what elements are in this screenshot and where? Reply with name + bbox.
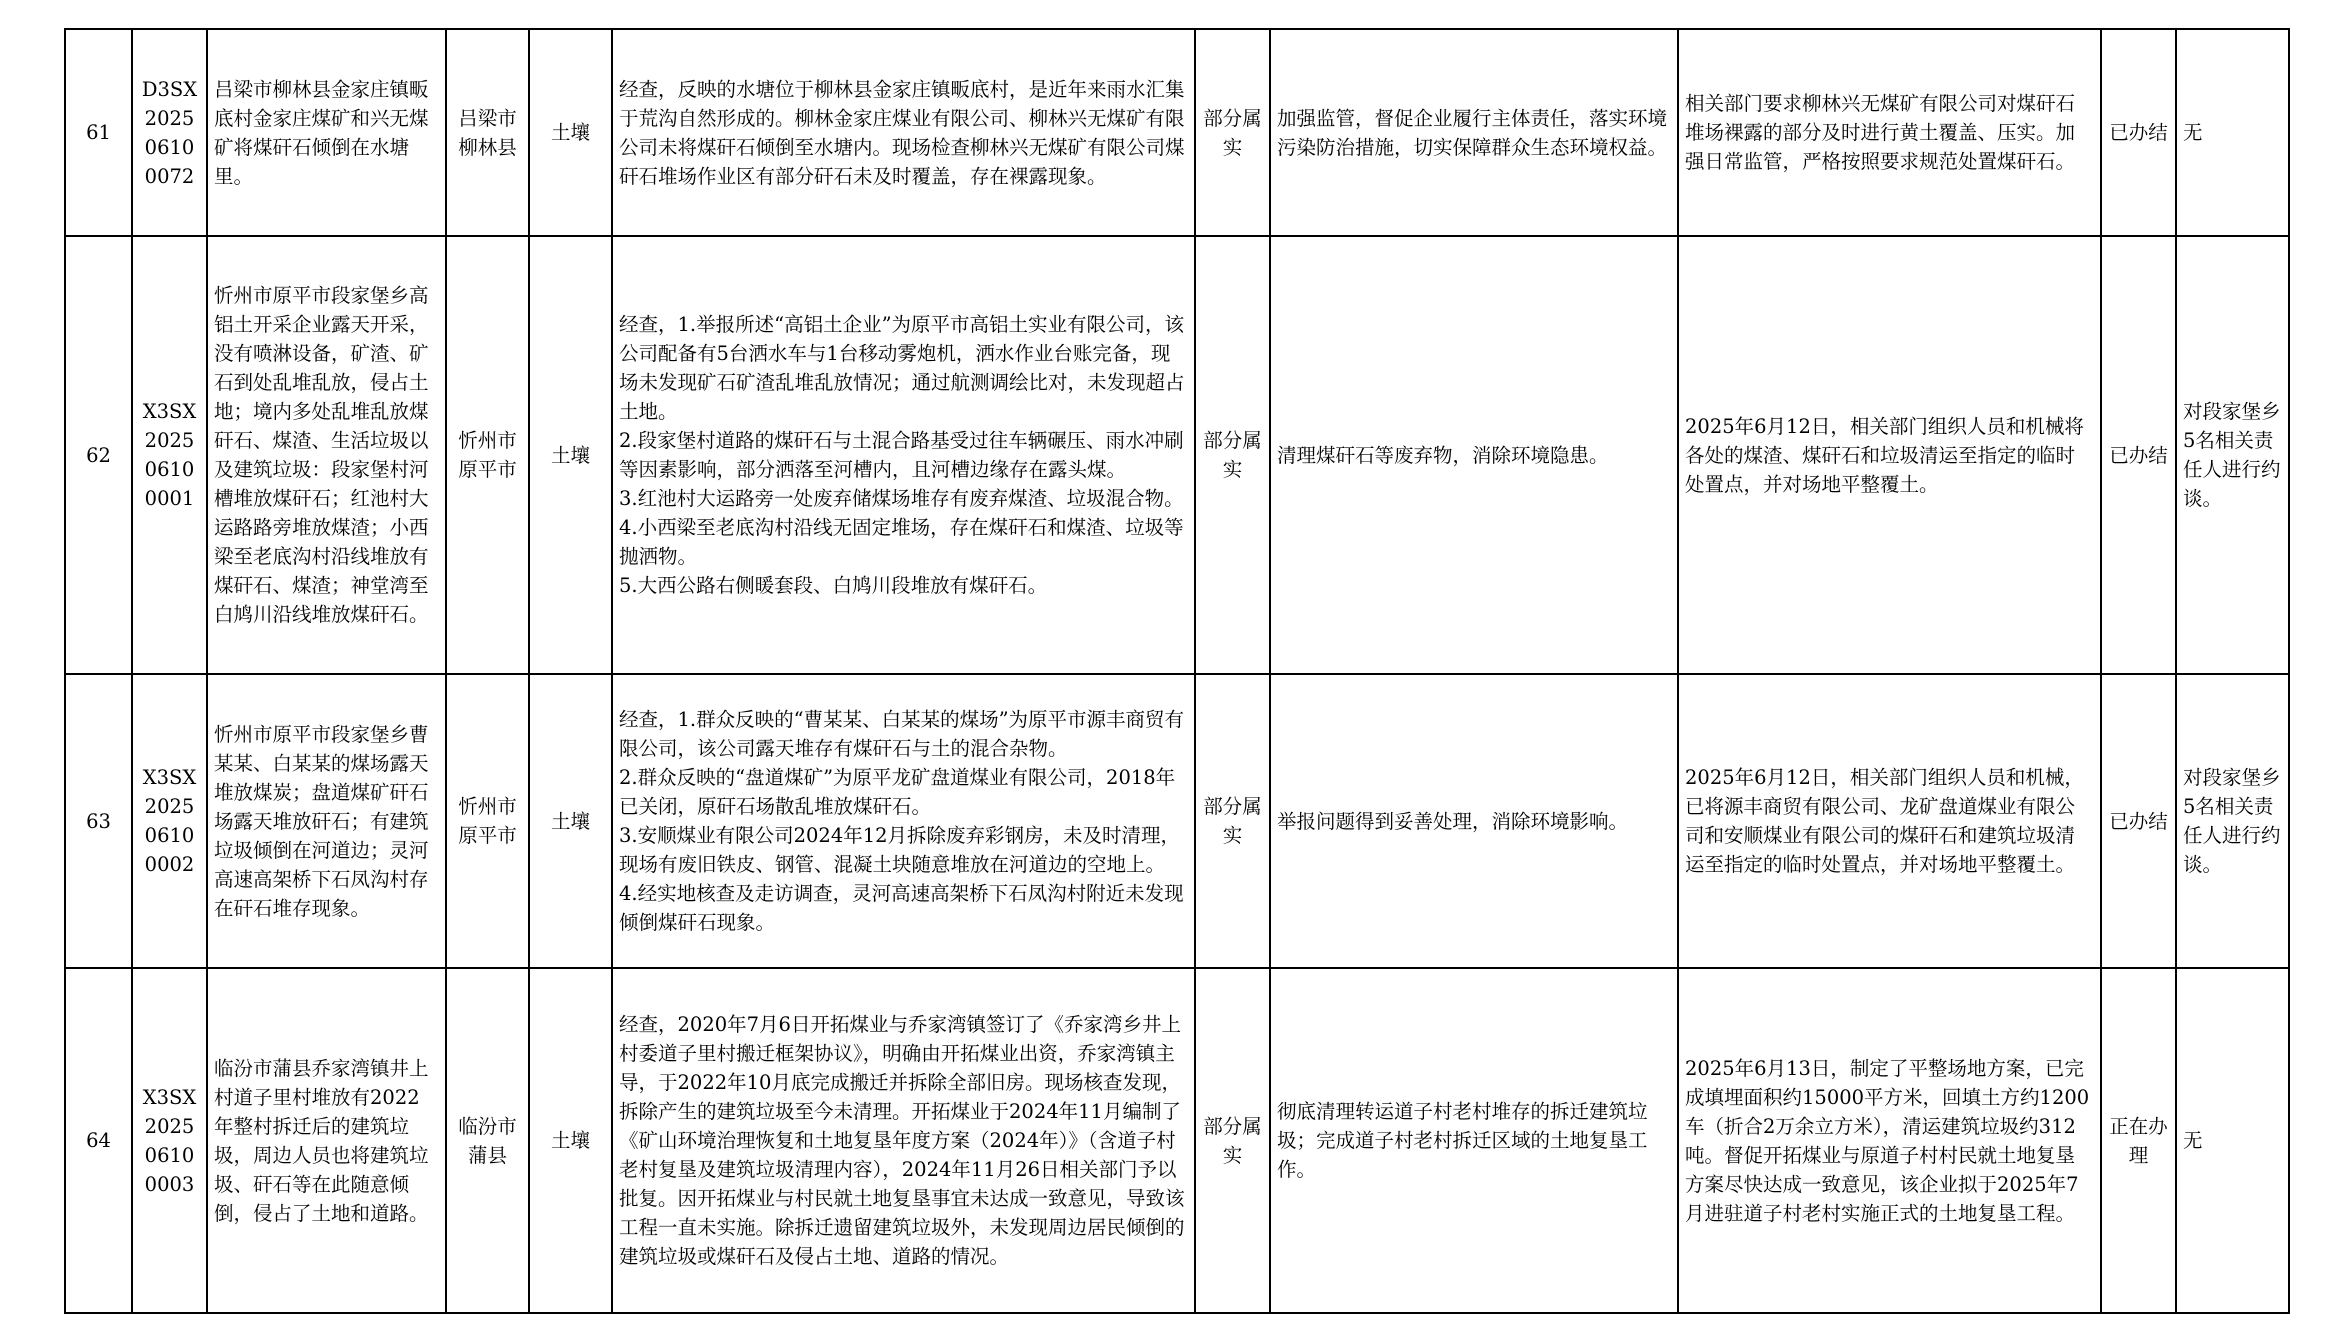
verification-verdict: 部分属实	[1195, 674, 1270, 968]
investigation-result: 经查，1.群众反映的“曹某某、白某某的煤场”为原平市源丰商贸有限公司，该公司露天堆存有煤矸石与土的混合杂物。 2.群众反映的“盘道煤矿”为原平龙矿盘道煤业有限公司，2018年已关闭，原矸石场散乱堆放煤矸石。 3.安顺煤业有限公司2024年12月拆除废弃彩钢房，未及时清理，现场有废旧铁皮、钢管、混凝土块随意堆放在河道边的空地上。 4.经实地核查及走访调查，灵河高速高架桥下石凤沟村附近未发现倾倒煤矸石现象。	[612, 674, 1195, 968]
pollution-type: 土壤	[529, 236, 612, 674]
handling-goal: 举报问题得到妥善处理，消除环境影响。	[1270, 674, 1678, 968]
pollution-type: 土壤	[529, 674, 612, 968]
table-row	[65, 236, 2289, 674]
administrative-region: 临汾市蒲县	[446, 968, 529, 1313]
handling-status: 已办结	[2101, 29, 2176, 236]
case-code: X3SX20250610 0002	[132, 674, 207, 968]
row-number: 62	[65, 236, 132, 674]
investigation-result: 经查，1.举报所述“高铝土企业”为原平市高铝土实业有限公司，该公司配备有5台洒水车与1台移动雾炮机，洒水作业台账完备，现场未发现矿石矿渣乱堆乱放情况；通过航测调绘比对，未发现超占土地。 2.段家堡村道路的煤矸石与土混合路基受过往车辆碾压、雨水冲刷等因素影响，部分洒落至河槽内，且河槽边缘存在露头煤。 3.红池村大运路旁一处废弃储煤场堆存有废弃煤渣、垃圾混合物。 4.小西梁至老底沟村沿线无固定堆场，存在煤矸石和煤渣、垃圾等抛洒物。 5.大西公路右侧暖套段、白鸠川段堆放有煤矸石。	[612, 236, 1195, 674]
handling-goal: 彻底清理转运道子村老村堆存的拆迁建筑垃圾；完成道子村老村拆迁区域的土地复垦工作。	[1270, 968, 1678, 1313]
handling-measures: 相关部门要求柳林兴无煤矿有限公司对煤矸石堆场裸露的部分及时进行黄土覆盖、压实。加强日常监管，严格按照要求规范处置煤矸石。	[1678, 29, 2101, 236]
administrative-region: 忻州市原平市	[446, 236, 529, 674]
administrative-region: 忻州市原平市	[446, 674, 529, 968]
row-number: 63	[65, 674, 132, 968]
handling-goal: 清理煤矸石等废弃物，消除环境隐患。	[1270, 236, 1678, 674]
complaint-content: 临汾市蒲县乔家湾镇井上村道子里村堆放有2022年整村拆迁后的建筑垃圾，周边人员也将建筑垃圾、矸石等在此随意倾倒，侵占了土地和道路。	[207, 968, 446, 1313]
administrative-region: 吕梁市柳林县	[446, 29, 529, 236]
handling-goal: 加强监管，督促企业履行主体责任，落实环境污染防治措施，切实保障群众生态环境权益。	[1270, 29, 1678, 236]
row-number: 64	[65, 968, 132, 1313]
complaint-content: 吕梁市柳林县金家庄镇畈底村金家庄煤矿和兴无煤矿将煤矸石倾倒在水塘里。	[207, 29, 446, 236]
row-number: 61	[65, 29, 132, 236]
complaint-content: 忻州市原平市段家堡乡曹某某、白某某的煤场露天堆放煤炭；盘道煤矿矸石场露天堆放矸石；有建筑垃圾倾倒在河道边；灵河高速高架桥下石凤沟村存在矸石堆存现象。	[207, 674, 446, 968]
accountability: 无	[2176, 29, 2289, 236]
verification-verdict: 部分属实	[1195, 236, 1270, 674]
pollution-type: 土壤	[529, 29, 612, 236]
accountability: 无	[2176, 968, 2289, 1313]
investigation-result: 经查，反映的水塘位于柳林县金家庄镇畈底村，是近年来雨水汇集于荒沟自然形成的。柳林金家庄煤业有限公司、柳林兴无煤矿有限公司未将煤矸石倾倒至水塘内。现场检查柳林兴无煤矿有限公司煤矸石堆场作业区有部分矸石未及时覆盖，存在裸露现象。	[612, 29, 1195, 236]
handling-status: 已办结	[2101, 674, 2176, 968]
complaint-content: 忻州市原平市段家堡乡高铝土开采企业露天开采，没有喷淋设备，矿渣、矿石到处乱堆乱放，侵占土地；境内多处乱堆乱放煤矸石、煤渣、生活垃圾以及建筑垃圾：段家堡村河槽堆放煤矸石；红池村大运路路旁堆放煤渣；小西梁至老底沟村沿线堆放有煤矸石、煤渣；神堂湾至白鸠川沿线堆放煤矸石。	[207, 236, 446, 674]
case-code: D3SX20250610 0072	[132, 29, 207, 236]
investigation-result: 经查，2020年7月6日开拓煤业与乔家湾镇签订了《乔家湾乡井上村委道子里村搬迁框架协议》，明确由开拓煤业出资，乔家湾镇主导，于2022年10月底完成搬迁并拆除全部旧房。现场核查发现，拆除产生的建筑垃圾至今未清理。开拓煤业于2024年11月编制了《矿山环境治理恢复和土地复垦年度方案（2024年）》（含道子村老村复垦及建筑垃圾清理内容），2024年11月26日相关部门予以批复。因开拓煤业与村民就土地复垦事宜未达成一致意见，导致该工程一直未实施。除拆迁遗留建筑垃圾外，未发现周边居民倾倒的建筑垃圾或煤矸石及侵占土地、道路的情况。	[612, 968, 1195, 1313]
case-table	[64, 28, 2290, 1314]
handling-measures: 2025年6月12日，相关部门组织人员和机械，已将源丰商贸有限公司、龙矿盘道煤业有限公司和安顺煤业有限公司的煤矸石和建筑垃圾清运至指定的临时处置点，并对场地平整覆土。	[1678, 674, 2101, 968]
verification-verdict: 部分属实	[1195, 29, 1270, 236]
accountability: 对段家堡乡5名相关责任人进行约谈。	[2176, 236, 2289, 674]
case-code: X3SX20250610 0003	[132, 968, 207, 1313]
verification-verdict: 部分属实	[1195, 968, 1270, 1313]
case-code: X3SX20250610 0001	[132, 236, 207, 674]
accountability: 对段家堡乡5名相关责任人进行约谈。	[2176, 674, 2289, 968]
table-row	[65, 674, 2289, 968]
handling-measures: 2025年6月12日，相关部门组织人员和机械将各处的煤渣、煤矸石和垃圾清运至指定的临时处置点，并对场地平整覆土。	[1678, 236, 2101, 674]
handling-status: 正在办理	[2101, 968, 2176, 1313]
handling-measures: 2025年6月13日，制定了平整场地方案，已完成填埋面积约15000平方米，回填土方约1200车（折合2万余立方米），清运建筑垃圾约312吨。督促开拓煤业与原道子村村民就土地复垦方案尽快达成一致意见，该企业拟于2025年7月进驻道子村老村实施正式的土地复垦工程。	[1678, 968, 2101, 1313]
handling-status: 已办结	[2101, 236, 2176, 674]
table-row	[65, 968, 2289, 1313]
pollution-type: 土壤	[529, 968, 612, 1313]
table-row	[65, 29, 2289, 236]
